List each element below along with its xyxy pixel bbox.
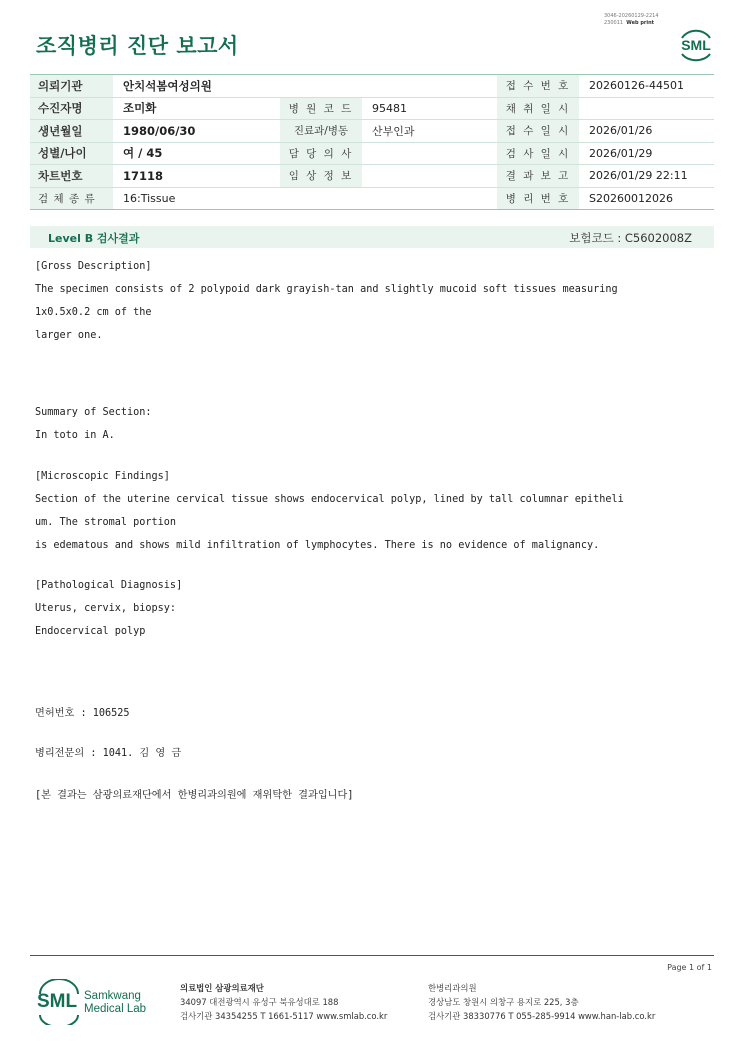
insurance-code: 보험코드 : C5602008Z (569, 231, 692, 245)
label-pathology-no: 병 리 번 호 (497, 187, 579, 210)
pathologist: 병리전문의 : 1041. 김 영 금 (35, 748, 182, 759)
report-line: In toto in A. (35, 430, 115, 441)
value-result-report: 2026/01/29 22:11 (579, 165, 714, 188)
report-line: Uterus, cervix, biopsy: (35, 603, 177, 614)
print-code-line1: 3046-20260129-2214 (604, 13, 659, 19)
logo-text: SML (681, 37, 711, 53)
report-line: Section of the uterine cervical tissue shows endocervical polyp, lined by tall columnar epitheli (35, 494, 624, 505)
label-specimen-type: 검 체 종 류 (30, 187, 113, 210)
label-requester: 의뢰기관 (30, 75, 113, 98)
label-result-report: 결 과 보 고 (497, 165, 579, 188)
report-line: [Gross Description] (35, 261, 152, 272)
value-doctor (362, 142, 497, 165)
report-line: [Microscopic Findings] (35, 471, 170, 482)
org2-name: 한병리과의원 (428, 983, 477, 993)
info-row (30, 187, 714, 210)
label-patient-name: 수진자명 (30, 97, 113, 120)
outsource-note: [본 결과는 삼광의료재단에서 한병리과의원에 재위탁한 결과입니다] (35, 790, 354, 801)
label-test-date: 검 사 일 시 (497, 142, 579, 165)
value-requester: 안치석봄여성의원 (113, 75, 497, 98)
value-receipt-no: 20260126-44501 (579, 75, 714, 98)
result-header-bar (30, 226, 714, 248)
org2-contact: 검사기관 38330776 T 055-285-9914 www.han-lab.co.kr (428, 1011, 656, 1021)
info-row (30, 75, 714, 98)
report-line: Endocervical polyp (35, 626, 146, 637)
label-collection-date: 채 취 일 시 (497, 97, 579, 120)
label-sex-age: 성별/나이 (30, 142, 113, 165)
value-sex-age: 여 / 45 (113, 142, 280, 165)
label-clinical-info: 임 상 정 보 (280, 165, 362, 188)
footer-org-han (428, 981, 655, 1023)
report-line: The specimen consists of 2 polypoid dark grayish-tan and slightly mucoid soft tissues measuring (35, 284, 618, 295)
license-number: 면허번호 : 106525 (35, 708, 130, 719)
label-department: 진료과/병동 (280, 120, 362, 143)
info-row (30, 165, 714, 188)
footer-logo-name: Samkwang Medical Lab (84, 990, 147, 1015)
value-hospital-code: 95481 (362, 97, 497, 120)
label-receipt-date: 접 수 일 시 (497, 120, 579, 143)
report-line: um. The stromal portion (35, 517, 177, 528)
page-number: Page 1 of 1 (667, 963, 712, 972)
org2-address: 경상남도 창원시 의창구 용지로 225, 3층 (428, 997, 579, 1007)
value-receipt-date: 2026/01/26 (579, 120, 714, 143)
report-line: is edematous and shows mild infiltration of lymphocytes. There is no evidence of malignancy. (35, 540, 600, 551)
org1-address: 34097 대전광역시 유성구 북유성대로 188 (180, 997, 339, 1007)
value-pathology-no: S20260012026 (579, 187, 714, 210)
value-clinical-info (362, 165, 497, 188)
value-birth-date: 1980/06/30 (113, 120, 280, 143)
sml-logo-top (676, 26, 716, 64)
value-collection-date (579, 97, 714, 120)
footer-org-samkwang (180, 981, 387, 1023)
page-title: 조직병리 진단 보고서 (36, 34, 239, 58)
report-line: [Pathological Diagnosis] (35, 580, 183, 591)
report-line: 1x0.5x0.2 cm of the (35, 307, 152, 318)
org1-contact: 검사기관 34354255 T 1661-5117 www.smlab.co.kr (180, 1011, 388, 1021)
value-specimen-type: 16:Tissue (113, 187, 497, 210)
value-department: 산부인과 (362, 120, 497, 143)
label-hospital-code: 병 원 코 드 (280, 97, 362, 120)
label-receipt-no: 접 수 번 호 (497, 75, 579, 98)
footer-divider (30, 955, 714, 956)
org1-name: 의료법인 삼광의료재단 (180, 983, 264, 993)
info-row (30, 142, 714, 165)
value-patient-name: 조미화 (113, 97, 280, 120)
result-level: Level B 검사결과 (48, 232, 140, 245)
print-code-line2: 230011 Web print (604, 20, 655, 26)
value-chart-no: 17118 (113, 165, 280, 188)
label-doctor: 담 당 의 사 (280, 142, 362, 165)
value-test-date: 2026/01/29 (579, 142, 714, 165)
patient-info-table (30, 74, 714, 210)
sml-logo-bottom (36, 979, 166, 1025)
footer-logo-text: SML (37, 991, 78, 1012)
report-line: Summary of Section: (35, 407, 152, 418)
info-row (30, 120, 714, 143)
label-birth-date: 생년월일 (30, 120, 113, 143)
report-line: larger one. (35, 330, 103, 341)
info-row (30, 97, 714, 120)
label-chart-no: 차트번호 (30, 165, 113, 188)
print-code (604, 13, 659, 27)
